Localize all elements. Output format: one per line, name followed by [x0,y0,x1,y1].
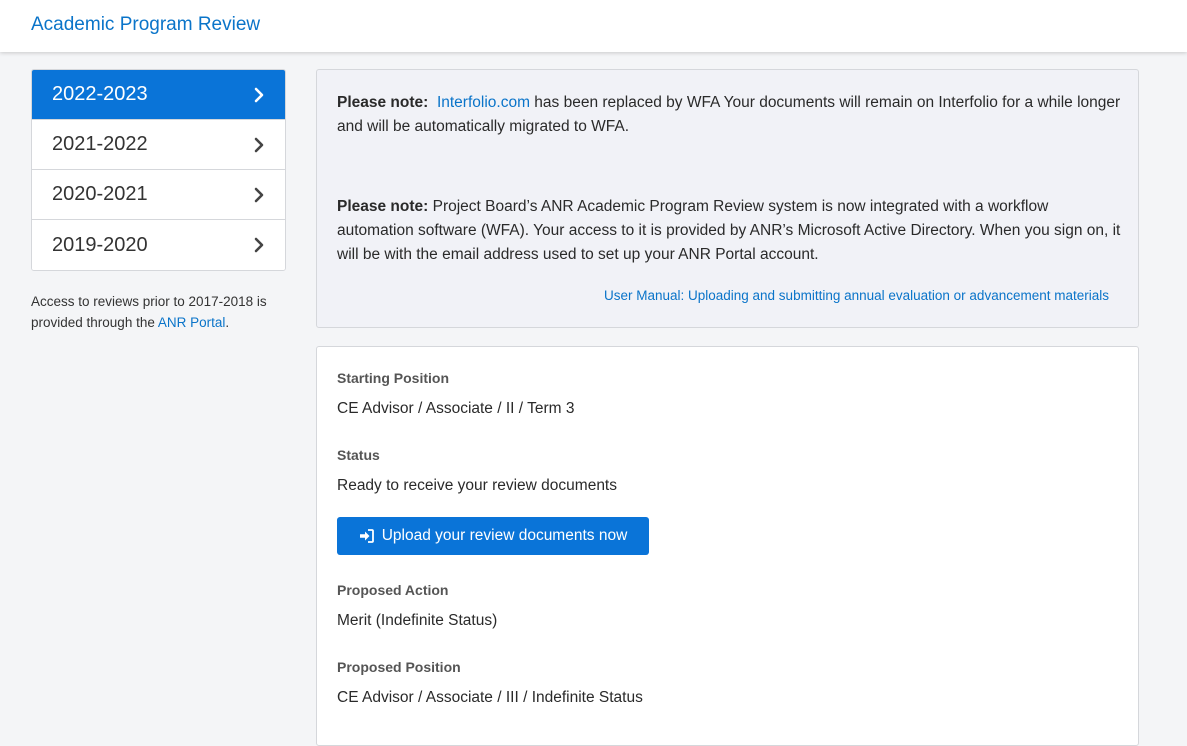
interfolio-link[interactable]: Interfolio.com [436,94,530,111]
chevron-right-icon [253,87,265,103]
proposed-position-label: Proposed Position [337,659,461,675]
app-title-link[interactable]: Academic Program Review [31,14,261,35]
review-details-panel [316,346,1139,746]
top-navbar [0,0,1187,52]
sign-in-icon [359,529,374,543]
archive-access-note [31,291,293,333]
starting-position-label: Starting Position [337,370,449,386]
notice-wfa [337,195,1122,267]
year-label: 2019-2020 [52,233,148,256]
notice-label: Please note: [337,94,429,111]
user-manual-link[interactable]: User Manual: Uploading and submitting annual evaluation or advancement materials [603,288,1109,303]
chevron-right-icon [253,137,265,153]
archive-note-text: Access to reviews prior to 2017-2018 is provided through the [31,294,267,330]
chevron-right-icon [253,237,265,253]
proposed-action-label: Proposed Action [337,582,449,598]
chevron-right-icon [253,187,265,203]
year-label: 2022-2023 [52,83,148,105]
notice-interfolio [337,91,1122,139]
upload-button-label: Upload your review documents now [381,527,628,544]
notice-label: Please note: [337,198,429,215]
year-list [31,69,286,271]
archive-note-suffix: . [225,315,230,330]
year-label: 2021-2022 [52,133,148,155]
year-item-2020-2021[interactable] [32,170,285,220]
year-item-2022-2023[interactable] [32,70,285,120]
status-label: Status [337,447,380,463]
notice-text: Project Board’s ANR Academic Program Review system is now integrated with a workflow automation software (WFA). Your access to it is provided by ANR’s Microsoft Active Directory. When you sign on, it will be with the email address used to set up your ANR Portal account. [337,198,1121,263]
anr-portal-link[interactable]: ANR Portal [157,315,226,330]
notice-panel [316,69,1139,328]
status-value: Ready to receive your review documents [337,477,617,494]
year-label: 2020-2021 [52,183,148,205]
notice-text: has been replaced by WFA Your documents will remain on Interfolio for a while longer and will be automatically migrated to WFA. [337,94,1121,135]
year-item-2021-2022[interactable] [32,120,285,170]
upload-documents-button[interactable] [337,517,649,555]
starting-position-value: CE Advisor / Associate / II / Term 3 [337,400,575,417]
proposed-position-value: CE Advisor / Associate / III / Indefinite Status [337,689,643,706]
proposed-action-value: Merit (Indefinite Status) [337,612,498,629]
year-item-2019-2020[interactable] [32,220,285,270]
